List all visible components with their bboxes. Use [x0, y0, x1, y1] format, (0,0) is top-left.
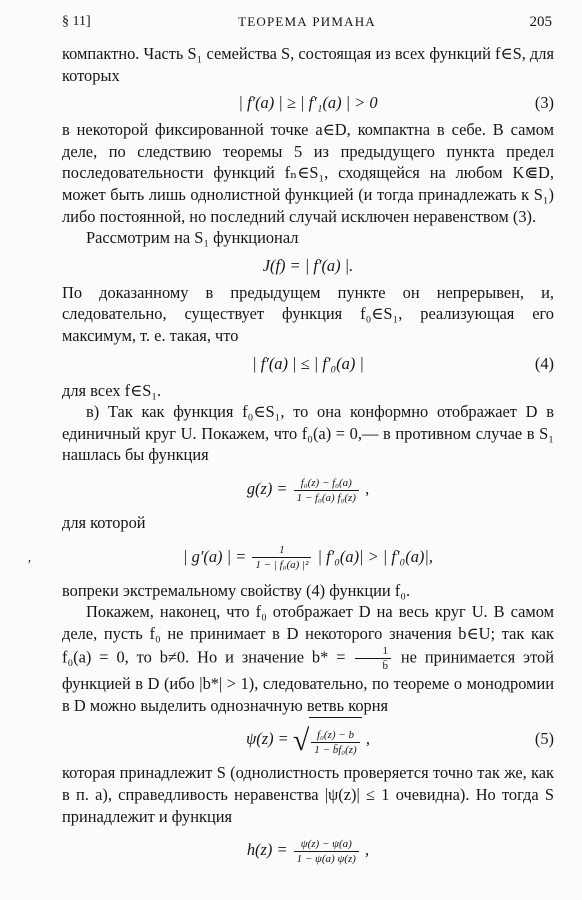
equation-g-fraction — [294, 476, 359, 505]
equation-gp-denominator: 1 − | f₀(a) |² — [255, 559, 309, 572]
paragraph-5: для всех f∈S₁. — [62, 380, 162, 400]
page-number: 205 — [529, 14, 552, 30]
equation-h-denominator: 1 − ψ(a) ψ(z) — [296, 852, 356, 865]
equation-4-number: (4) — [534, 353, 554, 373]
paragraph-9-end: не принимается этой функцией в D (ибо |b*| > 1), следовательно, по теореме о монодромии в D можно выделить однозначную ветвь корня — [62, 647, 554, 715]
running-title: ТЕОРЕМА РИМАНА — [238, 14, 376, 29]
equation-functional — [62, 249, 554, 282]
equation-3 — [62, 86, 554, 119]
equation-g-tail: , — [365, 478, 370, 498]
page-body — [62, 43, 554, 873]
paragraph-6: в) Так как функция f₀∈S₁, то она конформно отображает D в единичный круг U. Покажем, что f₀(a) = 0,— в противном случае в S₁ нашлась бы функция — [62, 402, 554, 465]
equation-g-numerator: f₀(z) − f₀(a) — [294, 476, 359, 491]
equation-4-formula: | f′(a) | ≤ | f′₀(a) | — [252, 353, 364, 373]
equation-h — [62, 827, 554, 873]
equation-5-lhs: ψ(z) = — [246, 729, 289, 749]
paragraph-3: Рассмотрим на S₁ функционал — [86, 228, 299, 248]
equation-5-numerator: f₀(z) − b — [311, 728, 359, 743]
margin-mark: ′ — [28, 558, 32, 573]
paragraph-2: в некоторой фиксированной точке a∈D, компактна в себе. В самом деле, по следствию теоремы 5 из предыдущего пункта предел последовательности функций fₙ∈S₁, сходящейся на любом K⋐D, может быть лишь однолистной функцией (и тогда принадлежать к S₁) либо постоянной, но последний случай исключен неравенством (3). — [62, 120, 554, 226]
equation-h-numerator: ψ(z) − ψ(a) — [294, 837, 359, 852]
equation-3-formula: | f′(a) | ≥ | f′₁(a) | > 0 — [238, 93, 378, 113]
paragraph-7: для которой — [62, 512, 146, 532]
equation-h-tail: , — [365, 840, 370, 860]
equation-3-number: (3) — [534, 93, 554, 113]
equation-h-lhs: h(z) = — [246, 840, 288, 860]
equation-gp-fraction — [252, 543, 311, 572]
section-label: § 11] — [62, 14, 91, 29]
equation-gp-numerator: 1 — [252, 543, 311, 558]
paragraph-9-fraction-den: b̄ — [382, 660, 388, 673]
equation-g-derivative — [62, 534, 554, 580]
paragraph-10: которая принадлежит S (однолистность проверяется точно так же, как в п. а), справедливость неравенства |ψ(z)| ≤ 1 очевидна). Но тогда S принадлежит и функция — [62, 763, 554, 826]
paragraph-1: компактно. Часть S₁ семейства S, состоящая из всех функций f∈S, для которых — [62, 44, 554, 85]
equation-h-fraction — [294, 837, 359, 866]
paragraph-9-fraction — [355, 644, 391, 673]
equation-5-fraction — [311, 728, 359, 757]
paragraph-9 — [62, 601, 554, 716]
paragraph-4: По доказанному в предыдущем пункте он непрерывен, и, следовательно, существует функция f₀∈S₁, реализующая его максимум, т. е. такая, что — [62, 282, 554, 345]
equation-g-denominator: 1 − f₀(a) f₀(z) — [296, 491, 356, 504]
equation-g — [62, 466, 554, 512]
paragraph-9-start: Покажем, наконец, что f₀ отображает D на весь круг U. В самом деле, пусть f₀ не принимает в D некоторого значения b∈U; так как f₀(a) = 0, то b≠0. Но и значение b* = — [62, 602, 554, 667]
equation-functional-formula: J(f) = | f′(a) |. — [262, 255, 354, 275]
equation-5-number: (5) — [534, 729, 554, 749]
paragraph-8: вопреки экстремальному свойству (4) функции f₀. — [62, 580, 411, 600]
equation-gp-lhs: | g′(a) | = — [183, 546, 247, 566]
equation-g-lhs: g(z) = — [246, 478, 288, 498]
equation-5-radical: √ — [292, 723, 310, 757]
equation-5-tail: , — [365, 729, 370, 749]
equation-4 — [62, 347, 554, 380]
equation-gp-tail: | f′₀(a)| > | f′₀(a)|, — [317, 546, 433, 566]
equation-5 — [62, 716, 554, 762]
equation-5-denominator: 1 − b̄f₀(z) — [314, 743, 357, 756]
running-header — [62, 14, 552, 36]
paragraph-9-fraction-num: 1 — [355, 644, 391, 659]
